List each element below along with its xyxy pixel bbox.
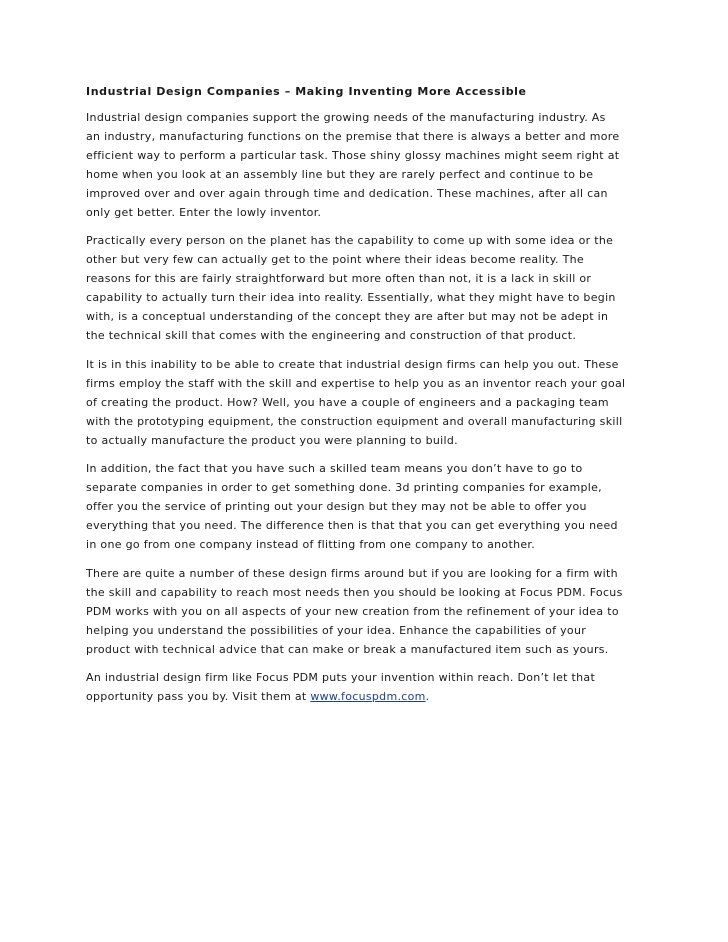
paragraph-line: the skill and capability to reach most needs then you should be looking at Focus PDM. Focus [86, 585, 623, 599]
paragraph-line: PDM works with you on all aspects of your new creation from the refinement of your idea to [86, 604, 619, 618]
paragraph-line: In addition, the fact that you have such a skilled team means you don’t have to go to [86, 462, 583, 476]
document-title: Industrial Design Companies – Making Inventing More Accessible [86, 85, 527, 98]
closing-prefix-text: opportunity pass you by. Visit them at [86, 690, 311, 704]
paragraph-line: capability to actually turn their idea into reality. Essentially, what they might have to begin [86, 291, 616, 305]
paragraph-line: home when you look at an assembly line but they are rarely perfect and continue to be [86, 167, 594, 181]
paragraph-line: the technical skill that comes with the engineering and construction of that product. [86, 328, 577, 342]
paragraph-2 [86, 232, 648, 345]
closing-suffix-text: . [425, 690, 430, 704]
paragraph-line: reasons for this are fairly straightforward but more often than not, it is a lack in skill or [86, 272, 592, 286]
paragraph-3 [86, 356, 648, 451]
paragraph-line: separate companies in order to get something done. 3d printing companies for example, [86, 481, 602, 495]
paragraph-line: of creating the product. How? Well, you have a couple of engineers and a packaging team [86, 395, 609, 409]
paragraph-line: It is in this inability to be able to create that industrial design firms can help you out. These [86, 357, 619, 371]
focuspdm-link[interactable]: www.focuspdm.com [310, 690, 426, 704]
paragraph-line: improved over and over again through time and dedication. These machines, after all can [86, 186, 608, 200]
paragraph-line: An industrial design firm like Focus PDM puts your invention within reach. Don’t let that [86, 671, 596, 685]
paragraph-line: offer you the service of printing out your design but they may not be able to offer you [86, 500, 587, 514]
paragraph-line: other but very few can actually get to the point where their ideas become reality. The [86, 253, 584, 267]
paragraph-line: Practically every person on the planet has the capability to come up with some idea or the [86, 234, 614, 248]
paragraph-line: only get better. Enter the lowly inventor. [86, 205, 322, 219]
paragraph-line: an industry, manufacturing functions on the premise that there is always a better and more [86, 129, 620, 143]
paragraph-1 [86, 109, 648, 222]
paragraph-line: helping you understand the possibilities of your idea. Enhance the capabilities of your [86, 623, 587, 637]
paragraph-line: Industrial design companies support the growing needs of the manufacturing industry. As [86, 111, 606, 124]
paragraph-5 [86, 565, 648, 660]
paragraph-line: in one go from one company instead of flitting from one company to another. [86, 538, 536, 552]
paragraph-line: with, is a conceptual understanding of the concept they are after but may not be adept in [86, 310, 609, 324]
document-page [86, 84, 648, 717]
paragraph-line: product with technical advice that can make or break a manufactured item such as yours. [86, 642, 609, 656]
paragraph-line: with the prototyping equipment, the construction equipment and overall manufacturing skill [86, 414, 623, 428]
paragraph-line: efficient way to perform a particular task. Those shiny glossy machines might seem right at [86, 148, 620, 162]
paragraph-4 [86, 460, 648, 555]
paragraph-closing [86, 669, 648, 707]
paragraph-line: firms employ the staff with the skill and expertise to help you as an inventor reach your goal [86, 376, 626, 390]
closing-line-with-link [86, 688, 648, 707]
paragraph-line: There are quite a number of these design firms around but if you are looking for a firm with [86, 566, 618, 580]
paragraph-line: to actually manufacture the product you were planning to build. [86, 433, 458, 447]
paragraph-line: everything that you need. The difference then is that that you can get everything you need [86, 519, 618, 533]
